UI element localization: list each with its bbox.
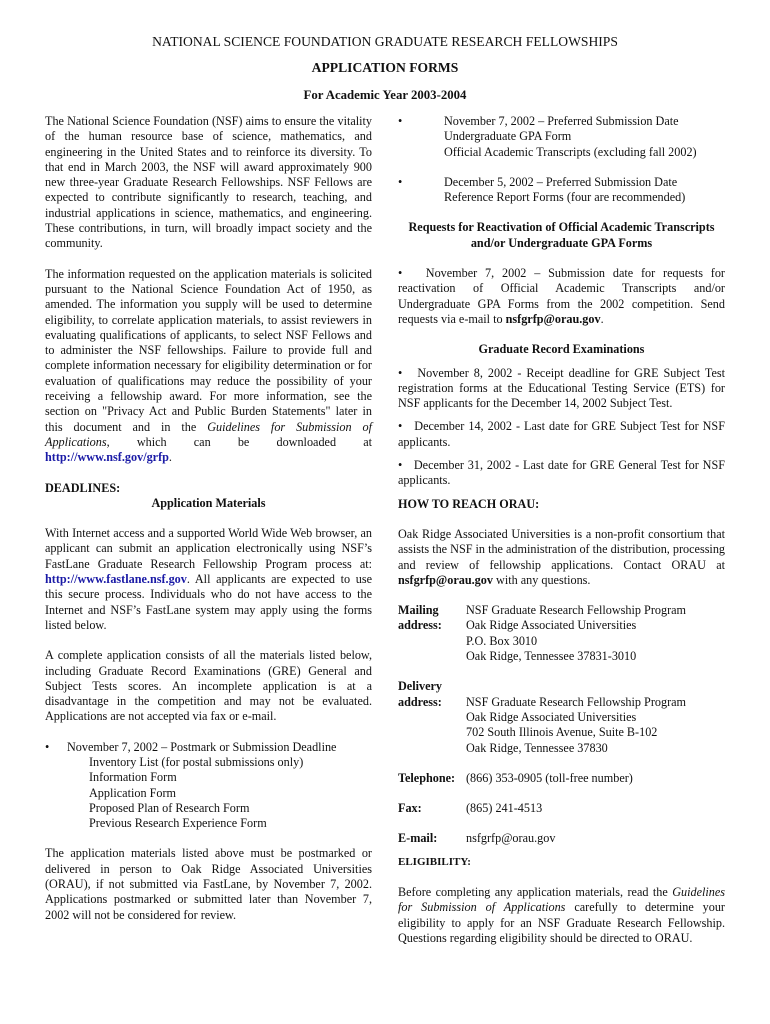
right-column [398,114,725,946]
list-item: Information Form [89,770,177,785]
postmark-paragraph: The application materials listed above must be postmarked or delivered in person to Oak Ridge Associated Universities (ORAU), if not submitted via FastLane, by November 7, 2002. Applications postmarked or submitted later than November 7, 2002 will not be considered for review. [45,846,372,922]
list-item: Official Academic Transcripts (excluding fall 2002) [444,144,697,159]
privacy-paragraph: The information requested on the application materials is solicited pursuant to the National Science Foundation Act of 1950, as amended. The information you supply will be used to determine eligibility, to correlate application materials, to assist reviewers in evaluating qualifications of applicants, to select NSF Fellows and to administer the NSF fellowships. Failure to provide full and complete information necessary for eligibility determination or for evaluation of qualifications may reduce the possibility of your receiving a fellowship award. For more information, see the section on "Privacy Act and Public Burden Statements" later in this document and in the Guidelines for Submission of Applications, which can be downloaded at http://www.nsf.gov/grfp. [45,266,372,465]
fastlane-link[interactable]: http://www.fastlane.nsf.gov [45,572,187,587]
reference-deadline-bullet: • December 5, 2002 – Preferred Submission Date Reference Report Forms (four are recommended) [398,175,725,206]
list-item: Reference Report Forms (four are recommended) [444,190,686,205]
bullet-icon: • [398,419,403,434]
telephone-row: Telephone: (866) 353-0905 (toll-free number) [398,771,725,786]
postmark-deadline-bullet: • November 7, 2002 – Postmark or Submission Deadline Inventory List (for postal submissions only) Information Form Application Form Proposed Plan of Research Form Previous Research Experience Form [45,740,372,832]
list-item: Previous Research Experience Form [89,816,267,831]
telephone-value: (866) 353-0905 (toll-free number) [466,770,633,785]
gre-heading: Graduate Record Examinations [478,342,645,357]
email-value[interactable]: nsfgrfp@orau.gov [466,831,556,846]
gre-item: • December 31, 2002 - Last date for GRE General Test for NSF applicants. [398,458,726,488]
fastlane-paragraph: With Internet access and a supported World Wide Web browser, an applicant can submit an application electronically using NSF’s FastLane Graduate Research Fellowship Program process at: http://www.fastlane.nsf.gov. All applicants are expected to use this secure process. Individuals who do not have access to the Internet and NSF’s FastLane system may apply using the forms listed below. [45,526,372,632]
application-materials-heading: Application Materials [151,495,266,510]
left-column [45,114,372,923]
academic-year: For Academic Year 2003-2004 [303,88,467,102]
gre-item: • November 8, 2002 - Receipt deadline for GRE Subject Test registration forms at the Educational Testing Service (ETS) for NSF applicants for the December 14, 2002 Subject Test. [398,365,726,411]
gre-item: • December 14, 2002 - Last date for GRE Subject Test for NSF applicants. [398,419,725,449]
complete-application-paragraph: A complete application consists of all the materials listed below, including Graduate Record Examinations (GRE) General and Subject Tests scores. An incomplete application is at a disadvantage in the competition and may not be evaluated. Applications are not accepted via fax or e-mail. [45,648,372,724]
reactivation-email[interactable]: nsfgrfp@orau.gov [505,311,601,326]
document-subtitle: APPLICATION FORMS [311,60,459,75]
bullet-icon: • [398,365,403,380]
fax-value: (865) 241-4513 [466,801,543,816]
email-row: E-mail: nsfgrfp@orau.gov [398,831,725,846]
orau-paragraph: Oak Ridge Associated Universities is a non-profit consortium that assists the NSF in the administration of the distribution, processing and review of fellowship applications. Contact ORAU at nsfgrfp@orau.gov with any questions. [398,526,726,587]
bullet-icon: • [398,458,403,473]
eligibility-heading: ELIGIBILITY: [398,855,471,868]
delivery-address: Delivery address: NSF Graduate Research Fellowship Program Oak Ridge Associated Universities 702 South Illinois Avenue, Suite B-102 Oak Ridge, Tennessee 37830 [398,679,687,755]
bullet-icon: • [398,114,403,128]
intro-paragraph: The National Science Foundation (NSF) aims to ensure the vitality of the human resource base of science, mathematics, and engineering in the United States and to reinforce its diversity. To that end in March 2003, the NSF will award approximately 900 new three-year Graduate Research Fellowships. NSF Fellows are expected to contribute significantly to research, teaching, and industrial applications in science, mathematics, and engineering. These contributions, in turn, will broadly impact society and the community. [45,114,372,251]
bullet-icon: • [398,174,403,189]
list-item: Undergraduate GPA Form [444,129,572,144]
deadlines-heading: DEADLINES: [45,480,121,495]
gpa-deadline-bullet: • November 7, 2002 – Preferred Submission Date Undergraduate GPA Form Official Academic Transcripts (excluding fall 2002) [398,114,725,160]
orau-email[interactable]: nsfgrfp@orau.gov [398,572,493,587]
list-item: Application Form [89,785,176,800]
bullet-icon: • [45,739,50,754]
grfp-link[interactable]: http://www.nsf.gov/grfp [45,450,169,465]
mailing-address: Mailing address: NSF Graduate Research Fellowship Program Oak Ridge Associated Universities P.O. Box 3010 Oak Ridge, Tennessee 37831-3010 [398,603,687,664]
bullet-icon: • [398,266,403,281]
list-item: Proposed Plan of Research Form [89,800,250,815]
orau-heading: HOW TO REACH ORAU: [398,496,540,511]
eligibility-paragraph: Before completing any application materials, read the Guidelines for Submission of Applications carefully to determine your eligibility to apply for an NSF Graduate Research Fellowship. Questions regarding eligibility should be directed to ORAU. [398,884,725,945]
fax-row: Fax: (865) 241-4513 [398,801,725,816]
reactivation-heading: Requests for Reactivation of Official Academic Transcripts and/or Undergraduate GPA Forms [408,220,715,250]
document-title: NATIONAL SCIENCE FOUNDATION GRADUATE RESEARCH FELLOWSHIPS [152,34,618,49]
list-item: Inventory List (for postal submissions only) [89,754,304,769]
reactivation-paragraph: • November 7, 2002 – Submission date for requests for reactivation of Official Academic Transcripts and/or Undergraduate GPA Forms from the 2002 competition. Send requests via e-mail to nsfgrfp@orau.gov. [398,266,725,326]
